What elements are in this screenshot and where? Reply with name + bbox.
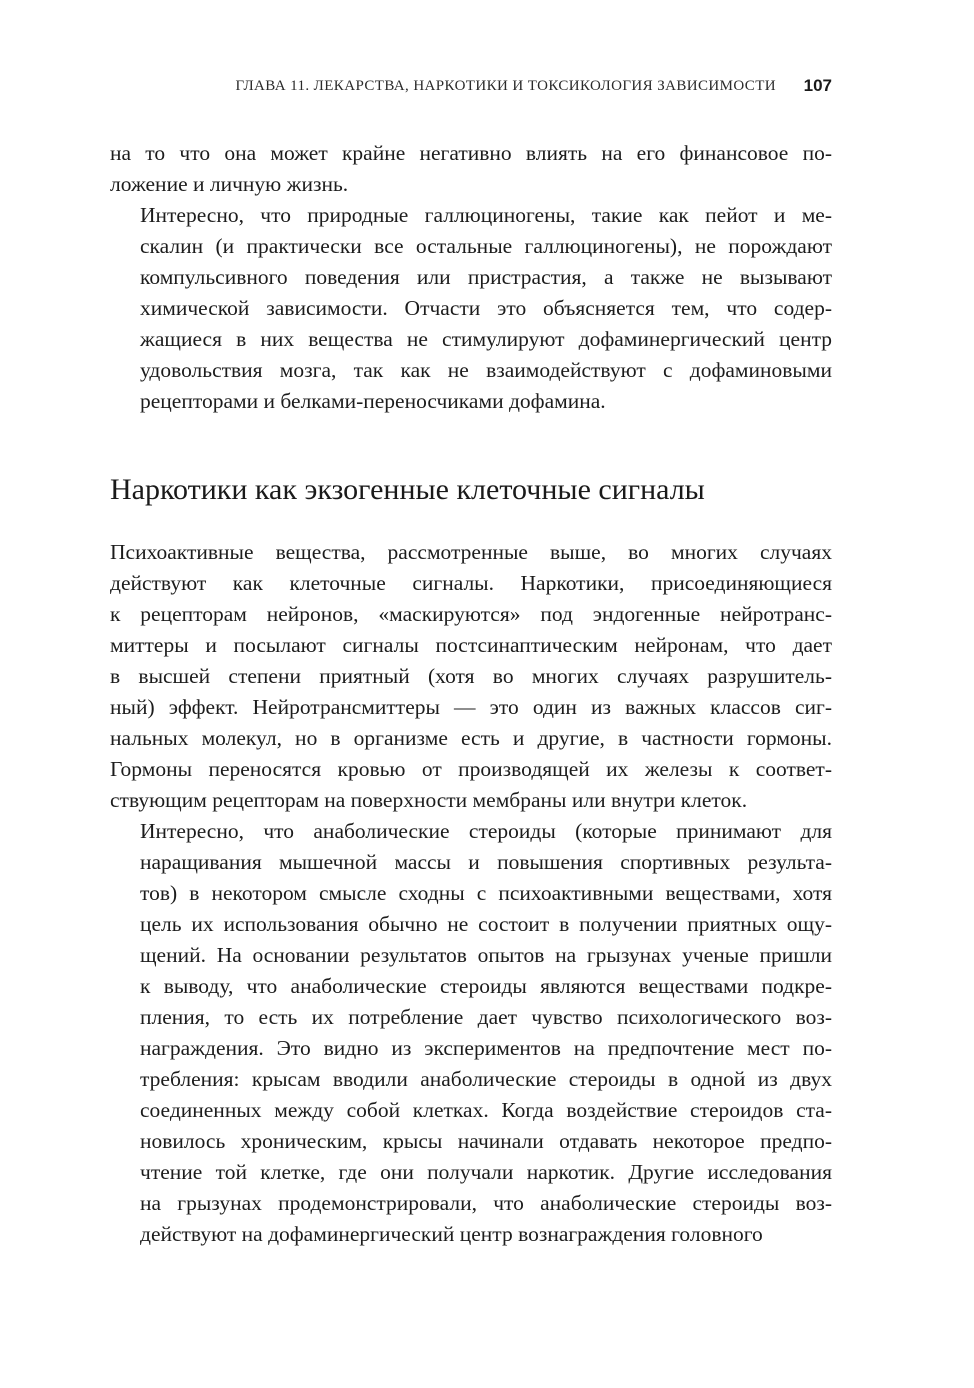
text-line: тов) в некотором смысле сходны с психоактивными веществами, хотя [140,881,832,905]
text-line: на то что она может крайне негативно влиять на его финансовое по- [110,141,832,165]
text-line: рецепторами и белками-переносчиками дофамина. [140,389,606,413]
text-line: ный) эффект. Нейротрансмиттеры — это один из важных классов сиг- [110,695,832,719]
text-line: чтение той клетке, где они получали наркотик. Другие исследования [140,1160,832,1184]
text-line: Интересно, что анаболические стероиды (которые принимают для [140,819,832,843]
paragraph-cell-signals [110,537,832,816]
text-line: к выводу, что анаболические стероиды являются веществами подкре- [140,974,832,998]
text-line: пления, то есть их потребление дает чувство психологического воз- [140,1005,832,1029]
text-line: награждения. Это видно из экспериментов на предпочтение мест по- [140,1036,832,1060]
text-block-continued [110,138,832,417]
text-line: миттеры и посылают сигналы постсинаптическим нейронам, что дает [110,633,832,657]
text-line: Гормоны переносятся кровью от производящей их железы к соответ- [110,757,832,781]
text-line: цель их использования обычно не состоит в получении приятных ощу- [140,912,832,936]
text-line: ложение и личную жизнь. [110,172,349,196]
running-head [110,76,832,100]
paragraph-anabolic-steroids [110,816,832,1250]
text-line: удовольствия мозга, так как не взаимодействуют с дофаминовыми [140,358,832,382]
text-line: жащиеся в них вещества не стимулируют дофаминергический центр [140,327,832,351]
paragraph-hallucinogens [110,200,832,417]
text-line: химической зависимости. Отчасти это объясняется тем, что содер- [140,296,832,320]
text-line: требления: крысам вводили анаболические стероиды в одной из двух [140,1067,832,1091]
section-heading: Наркотики как экзогенные клеточные сигналы [110,473,705,506]
text-line: соединенных между собой клетках. Когда воздействие стероидов ста- [140,1098,832,1122]
paragraph-continuation [110,138,832,200]
text-line: в высшей степени приятный (хотя во многих случаях разрушитель- [110,664,832,688]
text-line: действуют как клеточные сигналы. Наркотики, присоединяющиеся [110,571,832,595]
text-line: скалин (и практически все остальные галлюциногены), не порождают [140,234,832,258]
text-line: действуют на дофаминергический центр вознаграждения головного [140,1222,763,1246]
text-line: новилось хроническим, крысы начинали отдавать некоторое предпо- [140,1129,832,1153]
running-head-title: ГЛАВА 11. ЛЕКАРСТВА, НАРКОТИКИ И ТОКСИКОЛОГИЯ ЗАВИСИМОСТИ [235,78,776,94]
text-line: наращивания мышечной массы и повышения спортивных результа- [140,850,832,874]
text-line: компульсивного поведения или пристрастия, а также не вызывают [140,265,832,289]
text-block-section [110,537,832,1250]
page-number: 107 [803,76,832,95]
text-line: Интересно, что природные галлюциногены, такие как пейот и ме- [140,203,832,227]
text-line: щений. На основании результатов опытов на грызунах ученые пришли [140,943,832,967]
text-line: на грызунах продемонстрировали, что анаболические стероиды воз- [140,1191,832,1215]
text-line: к рецепторам нейронов, «маскируются» под эндогенные нейротранс- [110,602,832,626]
text-line: нальных молекул, но в организме есть и другие, в частности гормоны. [110,726,832,750]
text-line: ствующим рецепторам на поверхности мембраны или внутри клеток. [110,788,748,812]
text-line: Психоактивные вещества, рассмотренные выше, во многих случаях [110,540,832,564]
